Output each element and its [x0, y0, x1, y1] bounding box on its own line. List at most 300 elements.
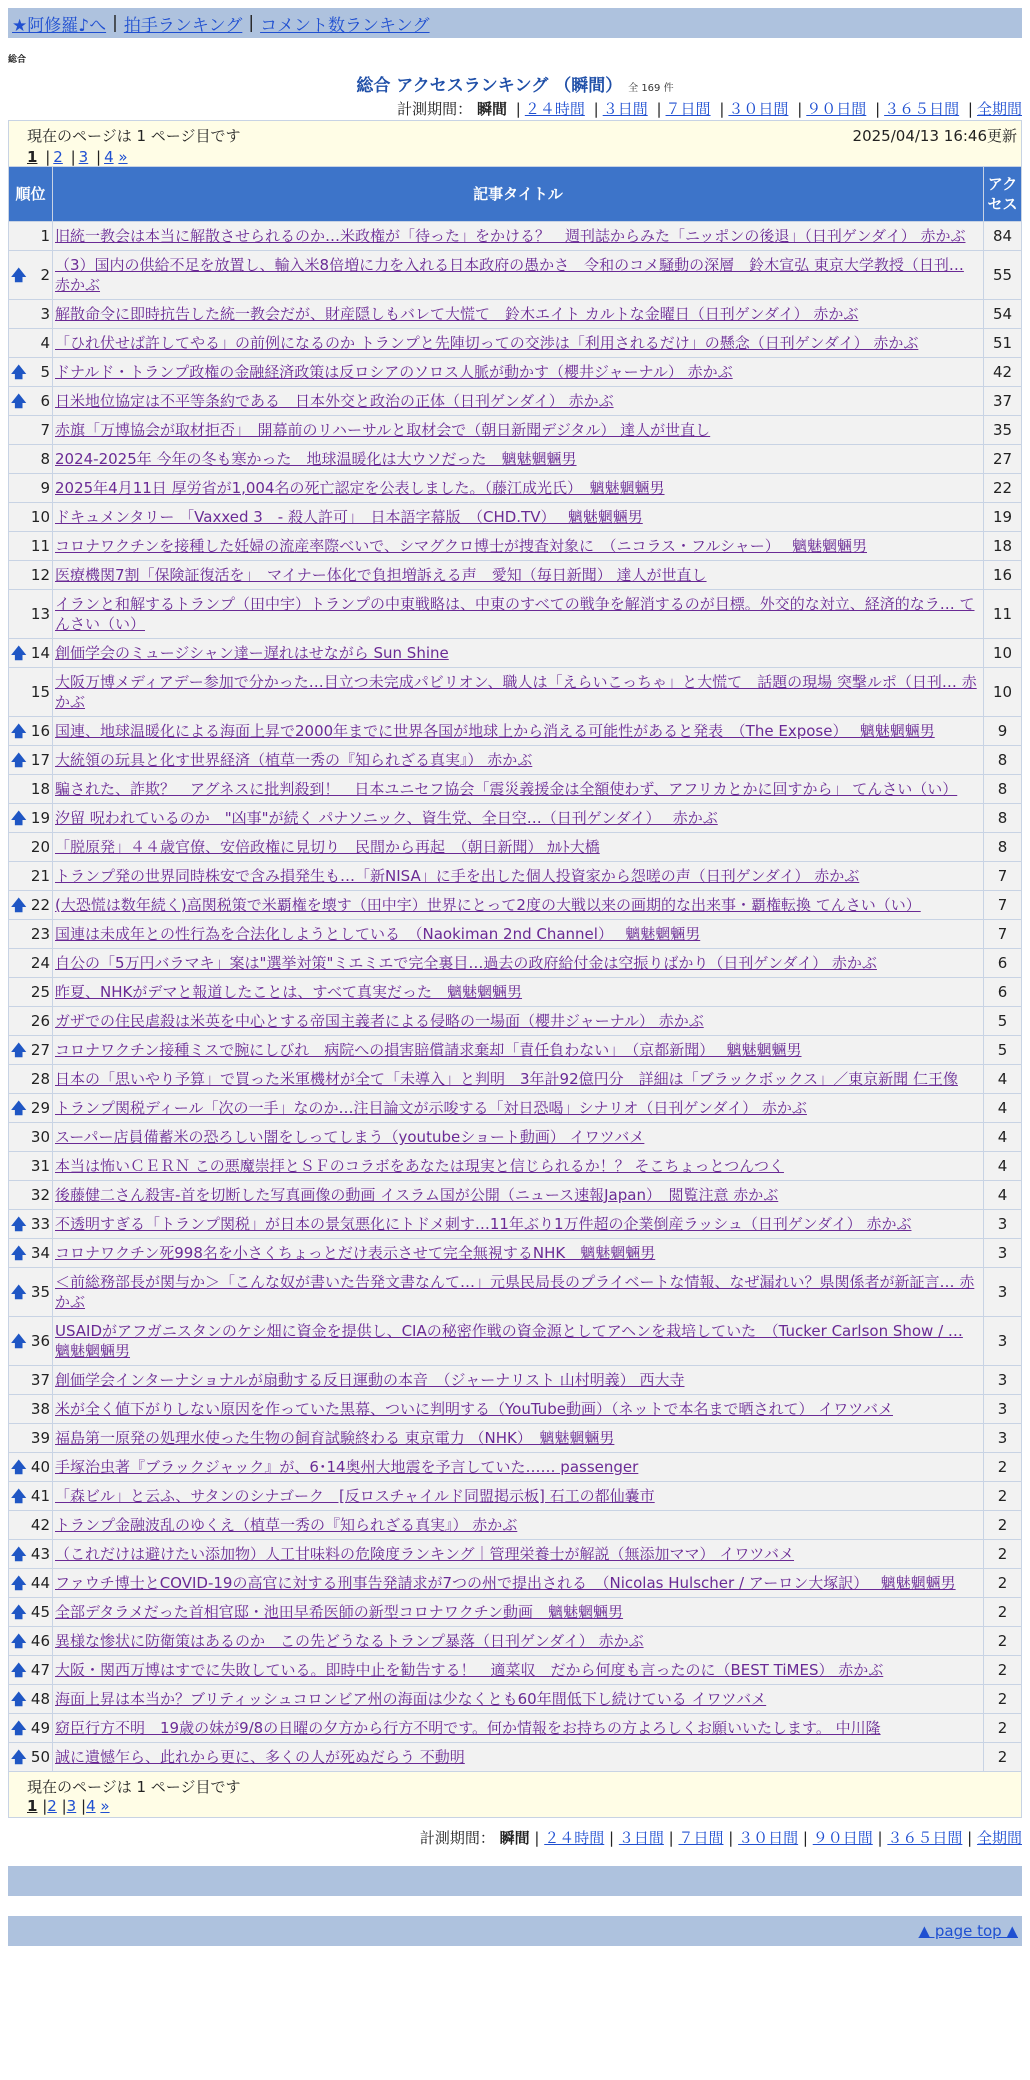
table-row	[9, 445, 1022, 474]
rank-cell	[9, 1714, 53, 1743]
rank-cell	[9, 474, 53, 503]
access-count: 2	[984, 1511, 1022, 1540]
footer-bar-top	[8, 1866, 1022, 1896]
rank-cell	[9, 891, 53, 920]
pagination-current: 1	[27, 148, 38, 166]
page-status: 現在のページは 1 ページ目です	[27, 127, 241, 145]
rank-cell	[9, 1036, 53, 1065]
rank-number: 4	[40, 334, 50, 352]
article-title-link[interactable]: 海面上昇は本当か？ブリティッシュコロンビア州の海面は少なくとも60年間低下し続けている イワツバメ	[55, 1690, 767, 1708]
page-top-link[interactable]: ▲ page top ▲	[918, 1922, 1018, 1940]
arrow-up-icon: 🡅	[11, 1661, 27, 1679]
article-title-link[interactable]: トランプ発の世界同時株安で含み損発生も…「新NISA」に手を出した個人投資家から怨嗟の声（日刊ゲンダイ） 赤かぶ	[55, 867, 860, 885]
table-row	[9, 1210, 1022, 1239]
article-title-link[interactable]: 赤旗「万博協会が取材拒否」 開幕前のリハーサルと取材会で（朝日新聞デジタル） 達人が世直し	[55, 421, 711, 439]
table-row	[9, 746, 1022, 775]
rank-number: 48	[30, 1690, 50, 1708]
table-row	[9, 978, 1022, 1007]
article-title-link[interactable]: 大阪・関西万博はすでに失敗している。即時中止を勧告する！ 適菜収 だから何度も言ったのに（BEST TiMES） 赤かぶ	[55, 1661, 884, 1679]
rank-number: 20	[30, 838, 50, 856]
arrow-up-icon: 🡅	[11, 1244, 27, 1262]
title-cell	[53, 1366, 984, 1395]
period-link-30d[interactable]: ３０日間	[728, 100, 789, 118]
table-row	[9, 891, 1022, 920]
table-row	[9, 1094, 1022, 1123]
rank-cell	[9, 1424, 53, 1453]
arrow-up-icon: 🡅	[11, 1099, 27, 1117]
article-title-link[interactable]: 創価学会のミュージシャン達ー遅れはせながら Sun Shine	[55, 644, 449, 662]
table-row	[9, 1317, 1022, 1366]
rank-number: 10	[30, 508, 50, 526]
article-title-link[interactable]: 窈臣行方不明 19歳の妹が9/8の日曜の夕方から行方不明です。何か情報をお持ちの方よろしくお願いいたします。 中川隆	[55, 1719, 881, 1737]
period-link-all[interactable]: 全期間	[976, 100, 1022, 118]
rank-cell	[9, 1007, 53, 1036]
top-nav-link-asyura[interactable]: ★阿修羅♪へ	[12, 15, 107, 36]
arrow-up-icon: 🡅	[11, 722, 27, 740]
article-title-link[interactable]: 本当は怖いＣＥＲＮ この悪魔崇拝とＳＦのコラボをあなたは現実と信じられるか！？ そこちょっとつんつく	[55, 1157, 784, 1175]
arrow-up-icon: 🡅	[11, 1487, 27, 1505]
rank-cell	[9, 949, 53, 978]
title-cell	[53, 561, 984, 590]
rank-cell	[9, 1094, 53, 1123]
rank-cell	[9, 1210, 53, 1239]
rank-number: 34	[30, 1244, 50, 1262]
access-count: 7	[984, 920, 1022, 949]
access-count: 10	[984, 668, 1022, 717]
table-row	[9, 251, 1022, 300]
updated-timestamp: 2025/04/13 16:46更新	[852, 127, 1017, 145]
title-cell	[53, 717, 984, 746]
article-title-link[interactable]: 医療機関7割「保険証復活を」 マイナー体化で負担増訴える声 愛知（毎日新聞） 達人が世直し	[55, 566, 707, 584]
table-row	[9, 561, 1022, 590]
ranking-table-body	[9, 222, 1022, 1772]
rank-cell	[9, 1511, 53, 1540]
title-cell	[53, 1317, 984, 1366]
rank-number: 44	[30, 1574, 50, 1592]
title-cell	[53, 329, 984, 358]
access-count: 84	[984, 222, 1022, 251]
period-link-3d[interactable]: ３日間	[602, 100, 648, 118]
arrow-up-icon: 🡅	[11, 1748, 27, 1766]
table-row	[9, 1656, 1022, 1685]
top-nav-link-applause-ranking[interactable]: 拍手ランキング	[123, 15, 243, 36]
article-title-link[interactable]: 後藤健二さん殺害-首を切断した写真画像の動画 イスラム国が公開（ニュース速報Japan） 閲覧注意 赤かぶ	[55, 1186, 779, 1204]
article-title-link[interactable]: (大恐慌は数年続く)高関税策で米覇権を壊す（田中宇）世界にとって2度の大戦以来の画期的な出来事・覇権転換 てんさい（い）	[55, 896, 921, 914]
access-count: 2	[984, 1482, 1022, 1511]
arrow-up-icon: 🡅	[11, 751, 27, 769]
title-cell	[53, 1036, 984, 1065]
table-row	[9, 1424, 1022, 1453]
article-title-link[interactable]: 2025年4月11日 厚労省が1,004名の死亡認定を公表しました。（藤江成光氏） 魑魅魍魎男	[55, 479, 665, 497]
article-title-link[interactable]: （3）国内の供給不足を放置し、輸入米8倍増に力を入れる日本政府の愚かさ 令和のコメ騒動の深層 鈴木宣弘 東京大学教授（日刊… 赤かぶ	[55, 256, 964, 294]
ranking-title: 総合 アクセスランキング （瞬間）	[356, 76, 623, 96]
period-link-24h-bottom[interactable]: ２４時間	[544, 1829, 605, 1847]
rank-cell	[9, 532, 53, 561]
access-count: 3	[984, 1268, 1022, 1317]
article-title-link[interactable]: 福島第一原発の処理水使った生物の飼育試験終わる 東京電力 （NHK） 魑魅魍魎男	[55, 1429, 615, 1447]
rank-number: 42	[30, 1516, 50, 1534]
table-row	[9, 1714, 1022, 1743]
access-count: 4	[984, 1152, 1022, 1181]
table-row	[9, 1181, 1022, 1210]
arrow-up-icon: 🡅	[11, 1458, 27, 1476]
rank-number: 7	[40, 421, 50, 439]
article-title-link[interactable]: ドナルド・トランプ政権の金融経済政策は反ロシアのソロス人脈が動かす（櫻井ジャーナル） 赤かぶ	[55, 363, 733, 381]
rank-cell	[9, 222, 53, 251]
period-label-bottom: 計測期間：	[419, 1829, 495, 1847]
pagination-link-2[interactable]: 2	[53, 148, 63, 166]
rank-cell	[9, 1627, 53, 1656]
arrow-up-icon: 🡅	[11, 809, 27, 827]
pagination-next[interactable]: »	[118, 148, 128, 166]
access-count: 7	[984, 862, 1022, 891]
arrow-up-icon: 🡅	[11, 1574, 27, 1592]
rank-number: 3	[40, 305, 50, 323]
rank-number: 22	[30, 896, 50, 914]
rank-cell	[9, 1569, 53, 1598]
access-count: 37	[984, 387, 1022, 416]
rank-cell	[9, 1540, 53, 1569]
title-cell	[53, 1656, 984, 1685]
rank-cell	[9, 717, 53, 746]
rank-cell	[9, 300, 53, 329]
article-title-link[interactable]: ドキュメンタリー 「Vaxxed 3 - 殺人許可」 日本語字幕版 （CHD.TV） 魑魅魍魎男	[55, 508, 643, 526]
rank-number: 32	[30, 1186, 50, 1204]
rank-number: 36	[30, 1332, 50, 1350]
rank-number: 26	[30, 1012, 50, 1030]
table-row	[9, 1268, 1022, 1317]
access-count: 51	[984, 329, 1022, 358]
access-count: 42	[984, 358, 1022, 387]
title-cell	[53, 251, 984, 300]
pagination-top: 1 | 2 | 3 | 4 »	[27, 148, 128, 166]
table-row	[9, 717, 1022, 746]
period-link-24h[interactable]: ２４時間	[524, 100, 585, 118]
article-title-link[interactable]: 不透明すぎる「トランプ関税」が日本の景気悪化にトドメ刺す…11年ぶり1万件超の企業倒産ラッシュ（日刊ゲンダイ） 赤かぶ	[55, 1215, 912, 1233]
title-cell	[53, 949, 984, 978]
article-title-link[interactable]: 昨夏、NHKがデマと報道したことは、すべて真実だった 魑魅魍魎男	[55, 983, 523, 1001]
period-link-90d-bottom[interactable]: ９０日間	[812, 1829, 873, 1847]
period-link-365d-bottom[interactable]: ３６５日間	[887, 1829, 963, 1847]
rank-cell	[9, 1656, 53, 1685]
title-cell	[53, 358, 984, 387]
rank-cell	[9, 1366, 53, 1395]
period-current-bottom: 瞬間	[499, 1829, 530, 1847]
rank-cell	[9, 416, 53, 445]
table-row	[9, 833, 1022, 862]
article-title-link[interactable]: 旧統一教会は本当に解散させられるのか…米政権が「待った」をかける？ 週刊誌からみた「ニッポンの後退」（日刊ゲンダイ） 赤かぶ	[55, 227, 966, 245]
arrow-up-icon: 🡅	[11, 266, 27, 284]
access-count: 5	[984, 1036, 1022, 1065]
rank-cell	[9, 639, 53, 668]
article-title-link[interactable]: 米が全く値下がりしない原因を作っていた黒幕、ついに判明する（YouTube動画）（ネットで本名まで晒されて） イワツバメ	[55, 1400, 893, 1418]
access-count: 4	[984, 1123, 1022, 1152]
arrow-up-icon: 🡅	[11, 1332, 27, 1350]
rank-cell	[9, 590, 53, 639]
rank-number: 27	[30, 1041, 50, 1059]
pagination-current-bottom: 1	[27, 1797, 38, 1815]
table-row	[9, 1569, 1022, 1598]
table-row	[9, 222, 1022, 251]
rank-number: 31	[30, 1157, 50, 1175]
header-title: 記事タイトル	[53, 167, 984, 222]
table-row	[9, 1743, 1022, 1772]
table-row	[9, 862, 1022, 891]
rank-cell	[9, 978, 53, 1007]
title-cell	[53, 590, 984, 639]
access-count: 6	[984, 949, 1022, 978]
article-title-link[interactable]: トランプ金融波乱のゆくえ（植草一秀の『知られざる真実』） 赤かぶ	[55, 1516, 518, 1534]
table-row	[9, 358, 1022, 387]
title-cell	[53, 532, 984, 561]
arrow-up-icon: 🡅	[11, 1719, 27, 1737]
pagination-next-bottom[interactable]: »	[100, 1797, 110, 1815]
access-count: 2	[984, 1627, 1022, 1656]
access-count: 11	[984, 590, 1022, 639]
rank-number: 14	[30, 644, 50, 662]
rank-number: 28	[30, 1070, 50, 1088]
rank-cell	[9, 1317, 53, 1366]
top-nav-bar	[8, 8, 1022, 38]
access-count: 2	[984, 1714, 1022, 1743]
pagination-link-2-bottom[interactable]: 2	[47, 1797, 57, 1815]
article-title-link[interactable]: 「脱原発」４４歳官僚、安倍政権に見切り 民間から再起 （朝日新聞） ｶﾙﾄ大橋	[55, 838, 600, 856]
header-access: アクセス	[984, 167, 1022, 222]
page-info-top	[8, 120, 1022, 166]
rank-cell	[9, 1482, 53, 1511]
rank-number: 43	[30, 1545, 50, 1563]
period-link-all-bottom[interactable]: 全期間	[976, 1829, 1022, 1847]
article-title-link[interactable]: 国連、地球温暖化による海面上昇で2000年までに世界各国が地球上から消える可能性があると発表 （The Expose） 魑魅魍魎男	[55, 722, 935, 740]
table-row	[9, 1453, 1022, 1482]
access-count: 27	[984, 445, 1022, 474]
access-count: 10	[984, 639, 1022, 668]
rank-cell	[9, 920, 53, 949]
article-title-link[interactable]: ガザでの住民虐殺は米英を中心とする帝国主義者による侵略の一場面（櫻井ジャーナル） 赤かぶ	[55, 1012, 704, 1030]
table-row	[9, 532, 1022, 561]
article-title-link[interactable]: イランと和解するトランプ（田中宇）トランプの中東戦略は、中東のすべての戦争を解消するのが目標。外交的な対立、経済的なラ… てんさい（い）	[55, 595, 975, 633]
rank-number: 8	[40, 450, 50, 468]
title-cell	[53, 1210, 984, 1239]
rank-number: 41	[30, 1487, 50, 1505]
rank-number: 18	[30, 780, 50, 798]
table-row	[9, 1366, 1022, 1395]
table-row	[9, 920, 1022, 949]
table-row	[9, 1511, 1022, 1540]
title-cell	[53, 1424, 984, 1453]
arrow-up-icon: 🡅	[11, 896, 27, 914]
access-count: 8	[984, 775, 1022, 804]
rank-cell	[9, 1239, 53, 1268]
title-cell	[53, 416, 984, 445]
article-title-link[interactable]: 汐留 呪われているのか "凶事"が続く パナソニック、資生党、全日空…（日刊ゲンダイ） 赤かぶ	[55, 809, 718, 827]
period-current: 瞬間	[476, 100, 507, 118]
access-count: 6	[984, 978, 1022, 1007]
rank-number: 35	[30, 1283, 50, 1301]
title-cell	[53, 1598, 984, 1627]
pagination-link-4-bottom[interactable]: 4	[86, 1797, 96, 1815]
title-cell	[53, 1540, 984, 1569]
article-title-link[interactable]: 「ひれ伏せば許してやる」の前例になるのか トランプと先陣切っての交渉は「利用されるだけ」の懸念（日刊ゲンダイ） 赤かぶ	[55, 334, 919, 352]
rank-number: 6	[40, 392, 50, 410]
table-row	[9, 1395, 1022, 1424]
ranking-table	[8, 166, 1022, 1772]
pagination-link-3-bottom[interactable]: 3	[66, 1797, 77, 1815]
access-count: 35	[984, 416, 1022, 445]
article-title-link[interactable]: コロナワクチン接種ミスで腕にしびれ 病院への損害賠償請求棄却「責任負わない」 （京都新聞） 魑魅魍魎男	[55, 1041, 802, 1059]
article-title-link[interactable]: 騙された、詐欺？ アグネスに批判殺到！ 日本ユニセフ協会「震災義援金は全額使わず、アフリカとかに回すから」 てんさい（い）	[55, 780, 958, 798]
table-row	[9, 668, 1022, 717]
table-row	[9, 1152, 1022, 1181]
title-cell	[53, 1453, 984, 1482]
article-title-link[interactable]: 誠に遺憾乍ら、此れから更に、多くの人が死ぬだらう 不動明	[55, 1748, 465, 1766]
total-count: 全 169 件	[628, 83, 674, 94]
arrow-up-icon: 🡅	[11, 392, 27, 410]
title-cell	[53, 1152, 984, 1181]
period-link-90d[interactable]: ９０日間	[806, 100, 867, 118]
pagination-link-3[interactable]: 3	[78, 148, 89, 166]
title-cell	[53, 1123, 984, 1152]
access-count: 5	[984, 1007, 1022, 1036]
period-label: 計測期間：	[397, 100, 473, 118]
rank-number: 25	[30, 983, 50, 1001]
table-row	[9, 639, 1022, 668]
access-count: 3	[984, 1424, 1022, 1453]
article-title-link[interactable]: 国連は未成年との性行為を合法化しようとしている （Naokiman 2nd Channel） 魑魅魍魎男	[55, 925, 701, 943]
table-row	[9, 1685, 1022, 1714]
table-row	[9, 1007, 1022, 1036]
access-count: 4	[984, 1094, 1022, 1123]
arrow-up-icon: 🡅	[11, 1041, 27, 1059]
period-link-365d[interactable]: ３６５日間	[884, 100, 960, 118]
rank-number: 50	[30, 1748, 50, 1766]
access-count: 4	[984, 1181, 1022, 1210]
header-rank: 順位	[9, 167, 53, 222]
access-count: 2	[984, 1569, 1022, 1598]
rank-number: 47	[30, 1661, 50, 1679]
article-title-link[interactable]: ＜前総務部長が関与か＞「こんな奴が書いた告発文書なんて…」元県民局長のプライベートな情報、なぜ漏れい？県関係者が新証言… 赤かぶ	[55, 1273, 975, 1311]
ranking-heading	[8, 71, 1022, 96]
table-row	[9, 387, 1022, 416]
article-title-link[interactable]: 解散命令に即時抗告した統一教会だが、財産隠しもバレて大慌て 鈴木エイト カルトな金曜日（日刊ゲンダイ） 赤かぶ	[55, 305, 859, 323]
article-title-link[interactable]: 異様な惨状に防衛策はあるのか この先どうなるトランプ暴落（日刊ゲンダイ） 赤かぶ	[55, 1632, 644, 1650]
article-title-link[interactable]: 手塚治虫著『ブラックジャック』が、6･14奥州大地震を予言していた…… passenger	[55, 1458, 639, 1476]
article-title-link[interactable]: 自公の「5万円バラマキ」案は"選挙対策"ミエミエで完全裏目…過去の政府給付金は空振りばかり（日刊ゲンダイ） 赤かぶ	[55, 954, 877, 972]
rank-cell	[9, 251, 53, 300]
access-count: 8	[984, 804, 1022, 833]
rank-cell	[9, 358, 53, 387]
rank-number: 13	[30, 605, 50, 623]
period-nav-top: 計測期間： 瞬間 | ２４時間 | ３日間 | ７日間 | ３０日間 | ９０日間 | ３６５日間 | 全期間	[397, 100, 1022, 118]
access-count: 2	[984, 1685, 1022, 1714]
article-title-link[interactable]: コロナワクチンを接種した妊婦の流産率際べいで、シマグクロ博士が捜査対象に （ニコラス・フルシャー） 魑魅魍魎男	[55, 537, 867, 555]
rank-number: 33	[30, 1215, 50, 1233]
period-link-7d-bottom[interactable]: ７日間	[678, 1829, 724, 1847]
title-cell	[53, 1627, 984, 1656]
article-title-link[interactable]: （これだけは避けたい添加物）人工甘味料の危険度ランキング｜管理栄養士が解説（無添加ママ） イワツバメ	[55, 1545, 795, 1563]
rank-number: 16	[30, 722, 50, 740]
article-title-link[interactable]: トランプ関税ディール「次の一手」なのか…注目論文が示唆する「対日恐喝」シナリオ（日刊ゲンダイ） 赤かぶ	[55, 1099, 807, 1117]
access-count: 54	[984, 300, 1022, 329]
article-title-link[interactable]: 大阪万博メディアデー参加で分かった…目立つ未完成パビリオン、職人は「えらいこっちゃ」と大慌て 話題の現場 突撃ルポ（日刊… 赤かぶ	[55, 673, 977, 711]
table-row	[9, 1123, 1022, 1152]
arrow-up-icon: 🡅	[11, 1632, 27, 1650]
article-title-link[interactable]: スーパー店員備蓄米の恐ろしい闇をしってしまう（youtubeショート動画） イワツバメ	[55, 1128, 645, 1146]
rank-number: 1	[40, 227, 50, 245]
access-count: 4	[984, 1065, 1022, 1094]
table-row	[9, 949, 1022, 978]
rank-number: 37	[30, 1371, 50, 1389]
article-title-link[interactable]: 日本の「思いやり予算」で買った米軍機材が全て「未導入」と判明 3年計92億円分 詳細は「ブラックボックス」／東京新聞 仁王像	[55, 1070, 958, 1088]
rank-cell	[9, 1453, 53, 1482]
access-count: 2	[984, 1598, 1022, 1627]
article-title-link[interactable]: コロナワクチン死998名を小さくちょっとだけ表示させて完全無視するNHK 魑魅魍魎男	[55, 1244, 656, 1262]
rank-cell	[9, 1065, 53, 1094]
title-cell	[53, 891, 984, 920]
title-cell	[53, 503, 984, 532]
title-cell	[53, 1181, 984, 1210]
access-count: 22	[984, 474, 1022, 503]
table-row	[9, 1540, 1022, 1569]
period-link-30d-bottom[interactable]: ３０日間	[738, 1829, 799, 1847]
article-title-link[interactable]: 日米地位協定は不平等条約である 日本外交と政治の正体（日刊ゲンダイ） 赤かぶ	[55, 392, 614, 410]
arrow-up-icon: 🡅	[11, 644, 27, 662]
title-cell	[53, 775, 984, 804]
title-cell	[53, 387, 984, 416]
separator: |	[248, 13, 255, 33]
title-cell	[53, 978, 984, 1007]
rank-cell	[9, 1685, 53, 1714]
period-link-3d-bottom[interactable]: ３日間	[618, 1829, 664, 1847]
title-cell	[53, 1094, 984, 1123]
rank-cell	[9, 1152, 53, 1181]
rank-number: 12	[30, 566, 50, 584]
top-nav-link-comment-ranking[interactable]: コメント数ランキング	[260, 15, 430, 36]
rank-number: 21	[30, 867, 50, 885]
rank-number: 45	[30, 1603, 50, 1621]
title-cell	[53, 833, 984, 862]
arrow-up-icon: 🡅	[11, 1690, 27, 1708]
rank-number: 15	[30, 683, 50, 701]
title-cell	[53, 1007, 984, 1036]
article-title-link[interactable]: 大統領の玩具と化す世界経済（植草一秀の『知られざる真実』） 赤かぶ	[55, 751, 533, 769]
rank-cell	[9, 804, 53, 833]
access-count: 3	[984, 1210, 1022, 1239]
rank-number: 30	[30, 1128, 50, 1146]
article-title-link[interactable]: USAIDがアフガニスタンのケシ畑に資金を提供し、CIAの秘密作戦の資金源としてアヘンを栽培していた （Tucker Carlson Show / … 魑魅魍魎男	[55, 1322, 963, 1360]
article-title-link[interactable]: ファウチ博士とCOVID-19の高官に対する刑事告発請求が7つの州で提出される （Nicolas Hulscher / アーロン大塚訳） 魑魅魍魎男	[55, 1574, 956, 1592]
article-title-link[interactable]: 「森ビル」と云ふ、サタンのシナゴーク [反ロスチャイルド同盟掲示板] 石工の都仙嚢市	[55, 1487, 655, 1505]
title-cell	[53, 804, 984, 833]
pagination-bottom: 1 |2 |3 |4 »	[27, 1797, 110, 1815]
pagination-link-4[interactable]: 4	[104, 148, 114, 166]
article-title-link[interactable]: 創価学会インターナショナルが扇動する反日運動の本音 （ジャーナリスト 山村明義） 西大寺	[55, 1371, 685, 1389]
title-cell	[53, 300, 984, 329]
rank-cell	[9, 503, 53, 532]
table-row	[9, 1627, 1022, 1656]
table-row	[9, 300, 1022, 329]
rank-number: 46	[30, 1632, 50, 1650]
title-cell	[53, 1714, 984, 1743]
article-title-link[interactable]: 全部デタラメだった首相官邸・池田早希医師の新型コロナワクチン動画 魑魅魍魎男	[55, 1603, 624, 1621]
article-title-link[interactable]: 2024-2025年 今年の冬も寒かった 地球温暖化は大ウソだった 魑魅魍魎男	[55, 450, 577, 468]
rank-number: 49	[30, 1719, 50, 1737]
rank-cell	[9, 775, 53, 804]
period-link-7d[interactable]: ７日間	[665, 100, 711, 118]
table-row	[9, 416, 1022, 445]
table-row	[9, 329, 1022, 358]
arrow-up-icon: 🡅	[11, 1215, 27, 1233]
